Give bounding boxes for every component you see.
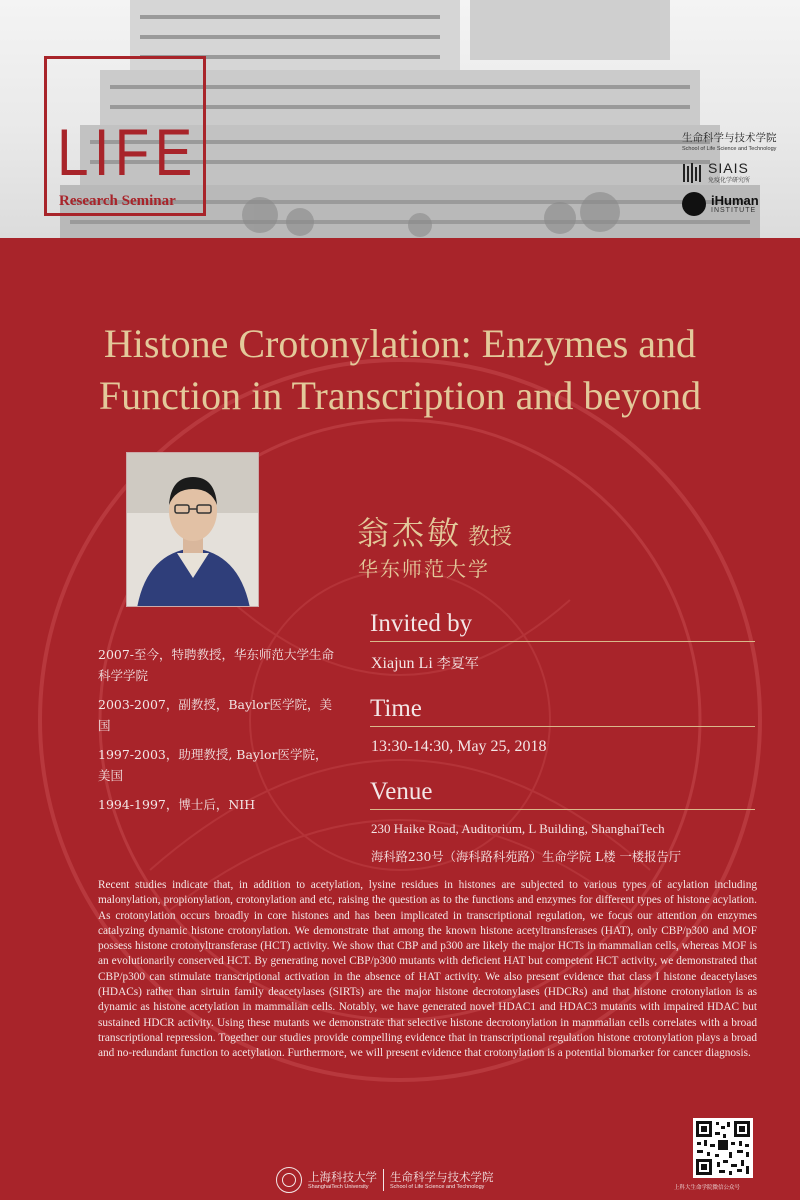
school-name-cn: 生命科学与技术学院 xyxy=(682,132,777,144)
footer-university-en: ShanghaiTech University xyxy=(308,1183,369,1190)
cv-item: 2003-2007，副教授，Baylor医学院，美国 xyxy=(98,697,333,733)
venue-address-cn: 海科路230号（海科路科苑路）生命学院 L楼 一楼报告厅 xyxy=(371,850,681,864)
speaker-affiliation: 华东师范大学 xyxy=(358,557,490,581)
footer-divider xyxy=(383,1169,384,1191)
speaker-name-text: 翁杰敏 xyxy=(357,514,463,552)
speaker-name xyxy=(357,508,512,554)
life-logo xyxy=(44,56,206,216)
siais-mark-icon xyxy=(682,162,704,184)
speaker-photo xyxy=(126,452,259,607)
ihuman-logo xyxy=(682,192,800,216)
talk-title-line-1: Histone Crotonylation: Enzymes and xyxy=(103,321,697,366)
school-name-en: School of Life Science and Technology xyxy=(682,146,777,152)
cv-item: 1997-2003，助理教授, Baylor医学院，美国 xyxy=(98,747,328,783)
campus-photo-banner xyxy=(0,0,800,238)
talk-abstract: Recent studies indicate that, in addition to acetylation, lysine residues in histones are subjected to various types of acylation including malonylation, propionylation, crotonylation and etc, raising the question as to the functions and enzymes for different types of histone acylation. As crotonylation occurs broadly in core histones and has been implicated in transcriptional regulation, we focus our attention on enzymes catalyzing dynamic histone crotonylation. We demonstrate that among the known histone acetyltransferases (HAT), only CBP/p300 and MOF possess histone crotonyltransferase (HCT) activity. We show that CBP and p300 are likely the major HCTs in mammalian cells, whereas MOF is an evolutionarily conserved HCT. By generating novel CBP/p300 mutants with deficient HAT but competent HCT activity, we demonstrated that CBP/p300 can stimulate transcriptional activation in the absence of HAT activity. We also present evidence that class I histone deacetylases (HDACs) rather than sirtuin family deacetylases (SIRTs) are the major histone decrotonylases (HDCRs) and that histone crotonylation is as dynamic as histone acetylation in mammalian cells. Notably, we have generated novel HDAC1 and HDAC3 mutants with impaired HDAC but sustained HDCR activity. Using these mutants we demonstrate that selective histone decrotonylation in mammalian cells correlates with a broad transcriptional repression. Together our studies provide compelling evidence that in transcriptional regulation histone crotonylation plays a broad and no-redundant function to acetylation. Furthermore, we will present evidence that crotonylation is a potential biomarker for cancer diagnosis. xyxy=(98,879,757,1060)
footer-school-en: School of Life Science and Technology xyxy=(390,1183,485,1190)
footer-logos xyxy=(276,1164,494,1196)
logo-subtitle: Research Seminar xyxy=(59,193,176,209)
ihuman-subtitle: INSTITUTE xyxy=(711,207,757,214)
speaker-rank: 教授 xyxy=(468,525,513,550)
qr-caption: 上科大生命学院微信公众号 xyxy=(674,1185,741,1191)
ihuman-mark-icon xyxy=(682,192,706,216)
time-heading: Time xyxy=(370,694,755,727)
time-value: 13:30-14:30, May 25, 2018 xyxy=(371,738,547,755)
footer-university-cn: 上海科技大学 xyxy=(308,1169,377,1184)
venue-heading: Venue xyxy=(370,777,755,810)
cv-item: 1994-1997，博士后，NIH xyxy=(98,797,256,812)
footer-school-cn: 生命科学与技术学院 xyxy=(390,1169,494,1184)
siais-logo xyxy=(682,161,800,184)
siais-name: SIAIS xyxy=(708,160,749,176)
venue-address-en: 230 Haike Road, Auditorium, L Building, ShanghaiTech xyxy=(371,821,665,836)
host-name-cn: 李夏军 xyxy=(436,656,479,672)
logo-life-text: LIFE xyxy=(57,115,198,189)
shanghaitech-seal-icon xyxy=(276,1167,302,1193)
partner-logos xyxy=(682,130,800,216)
invited-heading: Invited by xyxy=(370,609,755,642)
cv-item: 2007-至今，特聘教授，华东师范大学生命科学学院 xyxy=(98,647,335,683)
qr-code-icon xyxy=(693,1118,753,1178)
talk-title-line-2: Function in Transcription and beyond xyxy=(98,373,702,418)
speaker-cv xyxy=(98,644,338,823)
ihuman-name: iHuman xyxy=(711,193,759,208)
invited-value xyxy=(371,653,479,673)
speaker-portrait-image xyxy=(127,453,259,607)
wechat-qr-code[interactable] xyxy=(693,1118,753,1178)
talk-title xyxy=(20,318,780,422)
host-name: Xiajun Li xyxy=(371,655,433,672)
siais-name-cn: 免疫化学研究所 xyxy=(708,177,751,184)
